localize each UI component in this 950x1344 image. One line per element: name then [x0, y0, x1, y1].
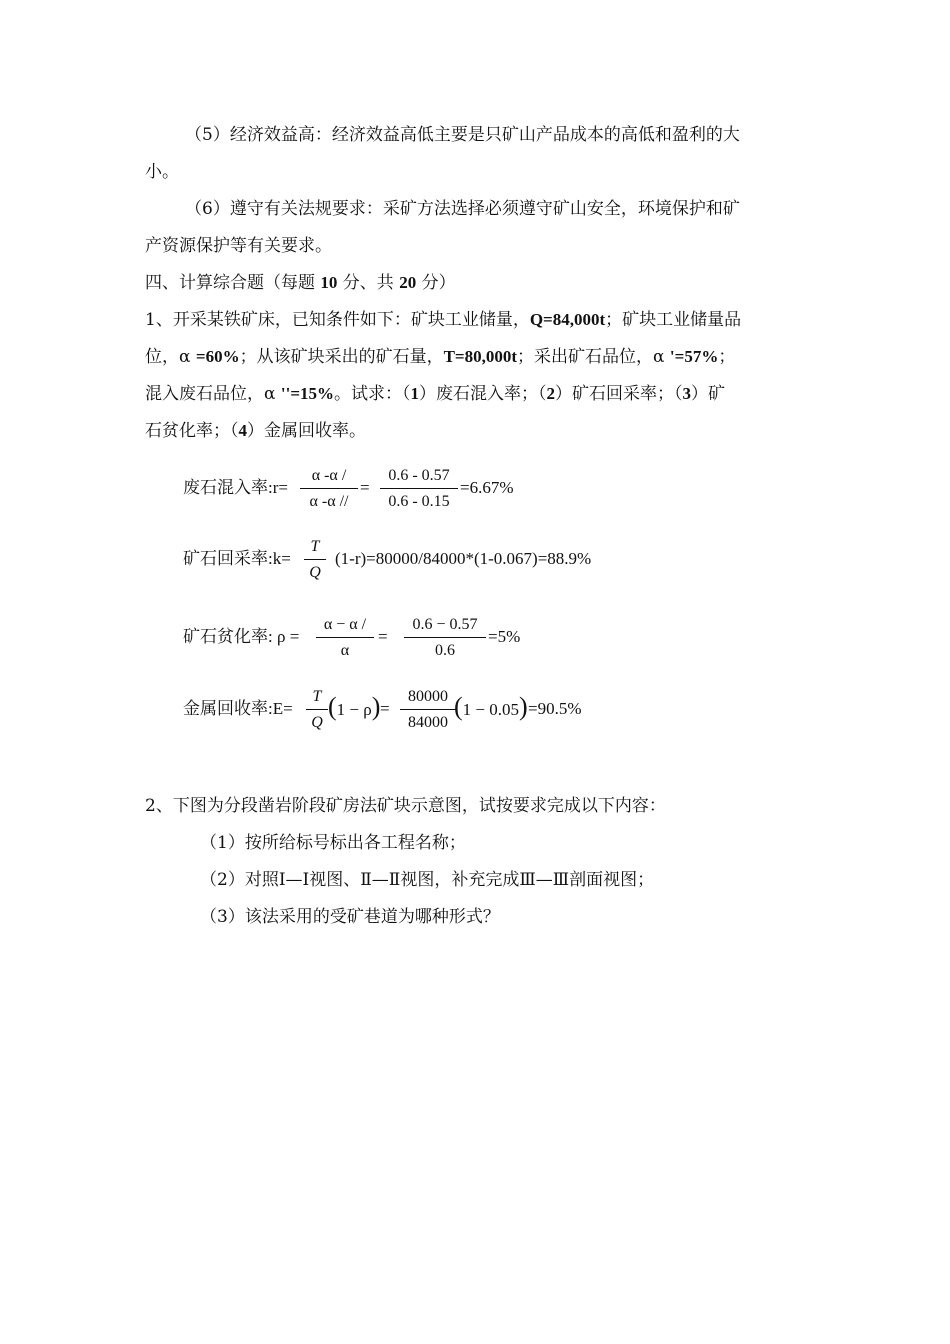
formula-lhs: : ρ = [268, 627, 300, 646]
numerator: 0.6 − 0.57 [404, 615, 486, 638]
paragraph-5-line-1: （5）经济效益高：经济效益高低主要是只矿山产品成本的高低和盈利的大 [185, 125, 740, 145]
question-2-intro: 2、下图为分段凿岩阶段矿房法矿块示意图，试按要求完成以下内容： [145, 796, 666, 816]
fraction [380, 466, 458, 512]
result: =5% [488, 627, 521, 646]
formula-lhs: :E= [268, 699, 293, 718]
paren-open: ( [454, 692, 463, 721]
formula-lhs: :k= [268, 549, 291, 568]
fraction [404, 615, 486, 661]
denominator: Q [309, 564, 321, 581]
label-text: 矿石回采率 [183, 549, 268, 569]
text: ；矿块工业储量品 [605, 310, 742, 330]
heading-score: 10 [320, 273, 338, 292]
result: =90.5% [528, 699, 582, 718]
text: 位，α [145, 347, 196, 367]
text: 。试求：（ [334, 384, 411, 404]
paren-group [328, 692, 381, 722]
text: 1、开采某铁矿床，已知条件如下：矿块工业储量， [145, 310, 530, 330]
fraction [400, 687, 456, 733]
result: =6.67% [460, 478, 514, 497]
label-text: 废石混入率 [183, 478, 268, 498]
section-heading [145, 271, 456, 295]
numerator: α -α / [300, 466, 358, 489]
question-1-line-1 [145, 308, 741, 332]
paragraph-6-line-2: 产资源保护等有关要求。 [145, 236, 332, 256]
value: T=80,000t [443, 347, 518, 366]
paren-close: ) [519, 692, 528, 721]
value: =60% [195, 347, 240, 366]
question-1-line-4 [145, 419, 366, 443]
formula-label [183, 697, 293, 721]
value: 1 [410, 384, 420, 403]
question-2-item-2: （2）对照Ⅰ—Ⅰ视图、Ⅱ—Ⅱ视图，补充完成Ⅲ—Ⅲ剖面视图； [200, 870, 655, 890]
denominator: 0.6 [435, 642, 455, 659]
paren-close: ) [371, 692, 381, 721]
value: ''=15% [280, 384, 335, 403]
text: 石贫化率；（ [145, 421, 239, 441]
paren-group [454, 692, 528, 722]
equals-sign: = [378, 627, 388, 646]
label-text: 金属回收率 [183, 699, 268, 719]
fraction [316, 615, 374, 661]
heading-text: 分） [416, 273, 456, 293]
paren-content: 1 − 0.05 [462, 700, 520, 719]
formula-rest: (1-r)=80000/84000*(1-0.067)=88.9% [335, 549, 592, 568]
denominator: 0.6 - 0.15 [388, 493, 450, 510]
question-1-line-2 [145, 345, 735, 369]
question-1-line-3 [145, 382, 725, 406]
paren-open: ( [328, 692, 337, 721]
value: 2 [546, 384, 556, 403]
numerator: 0.6 - 0.57 [380, 466, 458, 489]
heading-text: 四、计算综合题（每题 [145, 273, 321, 293]
denominator: α -α // [309, 493, 349, 510]
text: ；采出矿石品位，α [517, 347, 670, 367]
paragraph-6-line-1: （6）遵守有关法规要求：采矿方法选择必须遵守矿山安全，环境保护和矿 [185, 199, 740, 219]
heading-total: 20 [399, 273, 417, 292]
formula-label [183, 476, 288, 500]
equals-sign: = [360, 478, 370, 497]
numerator: 80000 [400, 687, 456, 710]
numerator: T [304, 537, 326, 560]
value: '=57% [669, 347, 719, 366]
denominator: Q [311, 714, 323, 731]
text: ； [718, 347, 736, 367]
text: ）废石混入率；（ [419, 384, 547, 404]
value: Q=84,000t [529, 310, 606, 329]
numerator: T [306, 687, 328, 710]
formula-lhs: :r= [268, 478, 288, 497]
value: 3 [682, 384, 692, 403]
value: 4 [238, 421, 247, 440]
question-2-item-3: （3）该法采用的受矿巷道为哪种形式？ [200, 907, 500, 927]
text: ）矿 [691, 384, 726, 404]
text: ）金属回收率。 [247, 421, 366, 441]
equals-sign: = [380, 699, 390, 718]
heading-text: 分、共 [337, 273, 400, 293]
text: ；从该矿块采出的矿石量， [239, 347, 444, 367]
text: ）矿石回采率；（ [555, 384, 683, 404]
paren-content: 1 − ρ [336, 700, 372, 719]
formula-label [183, 547, 291, 571]
denominator: α [340, 642, 350, 659]
formula-label [183, 625, 299, 649]
numerator: α − α / [316, 615, 374, 638]
denominator: 84000 [408, 714, 448, 731]
label-text: 矿石贫化率 [183, 627, 268, 647]
text: 混入废石品位，α [145, 384, 281, 404]
fraction [306, 687, 328, 733]
question-2-item-1: （1）按所给标号标出各工程名称； [200, 833, 466, 853]
paragraph-5-line-2: 小。 [145, 162, 179, 182]
fraction [304, 537, 326, 583]
fraction [300, 466, 358, 512]
